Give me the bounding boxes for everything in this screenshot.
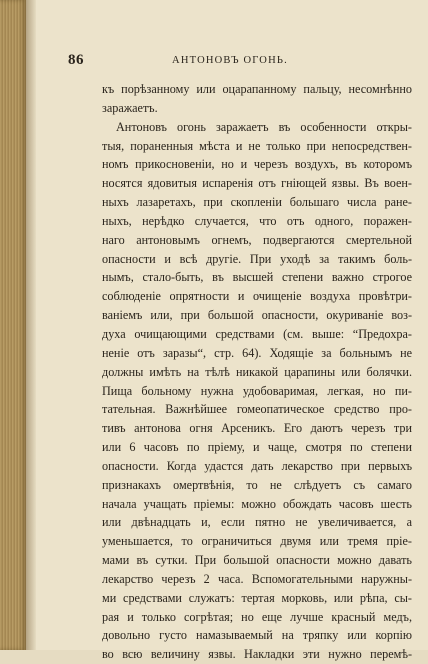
text-line: начала учащать пріемы: можно обождать часовъ шесть: [102, 496, 412, 511]
text-line: довольно густо намазываемый на тряпку или корпію: [102, 628, 412, 643]
text-line: опасности. Когда удастся дать лекарство при первыхъ: [102, 458, 412, 473]
running-title: АНТОНОВЪ ОГОНЬ.: [172, 55, 288, 66]
text-line: или двѣнадцать и, если пятно не увеличивается, а: [102, 515, 412, 530]
text-line: Пища больному нужна удобоваримая, легкая, но пи-: [102, 383, 412, 398]
text-line: мами въ сутки. При большой опасности можно давать: [102, 553, 412, 568]
text-line: уменьшается, то ограничиться двумя или тремя пріе-: [102, 534, 412, 549]
text-line: ваніемъ или, при большой опасности, окуриваніе воз-: [102, 308, 412, 323]
body-text: [102, 80, 412, 664]
page-header: [68, 52, 368, 70]
text-line: къ порѣзанному или оцарапанному пальцу, несомнѣнно: [102, 82, 412, 96]
page-number: 86: [68, 52, 84, 68]
text-line: наго антоновымъ огнемъ, подвергаются смертельной: [102, 232, 412, 247]
text-line: неніе отъ заразы“, стр. 64). Ходящіе за больнымъ не: [102, 345, 412, 360]
text-line: тивъ антонова огня Арсеникъ. Его даютъ черезъ три: [102, 421, 412, 436]
text-line: соблюденіе опрятности и очищеніе воздуха провѣтри-: [102, 289, 412, 304]
text-line: Антоновъ огонь заражаетъ въ особенности откры-: [116, 119, 412, 134]
text-line: тыя, пораненныя мѣста и не только при непосредствен-: [102, 138, 412, 153]
book-binding: [0, 0, 26, 650]
text-line: тательная. Важнѣйшее гомеопатическое средство про-: [102, 402, 412, 417]
binding-shadow: [26, 0, 36, 650]
text-line: должны имѣть на тѣлѣ никакой царапины или болячки.: [102, 364, 412, 379]
text-line: лекарство черезъ 2 часа. Вспомогательными наружны-: [102, 571, 412, 586]
text-line: во всю величину язвы. Накладки эти нужно перемѣ-: [102, 647, 412, 662]
text-line: заражаетъ.: [102, 100, 158, 115]
text-line: ныхъ, нерѣдко случается, что отъ одного, поражен-: [102, 213, 412, 228]
text-line: духа очищающими средствами (см. выше: “Предохра-: [102, 326, 412, 341]
text-line: носятся ядовитыя испаренія отъ гніющей язвы. Въ воен-: [102, 176, 412, 191]
text-line: номъ прикосновеніи, но и черезъ воздухъ, въ которомъ: [102, 157, 412, 172]
text-line: ныхъ лазаретахъ, при скопленіи большаго числа ране-: [102, 195, 412, 210]
text-line: признакахъ омертвѣнія, то не слѣдуетъ съ самаго: [102, 477, 412, 492]
text-line: или 6 часовъ по пріему, и чаще, смотря по степени: [102, 440, 412, 455]
text-line: нымъ, стало-быть, въ высшей степени важно строгое: [102, 270, 412, 285]
text-line: рая и только согрѣтая; но еще лучше красный медъ,: [102, 609, 412, 624]
text-line: опасности и всѣ другіе. При уходѣ за такимъ боль-: [102, 251, 412, 266]
text-line: ми средствами служатъ: тертая морковь, или рѣпа, сы-: [102, 590, 412, 605]
